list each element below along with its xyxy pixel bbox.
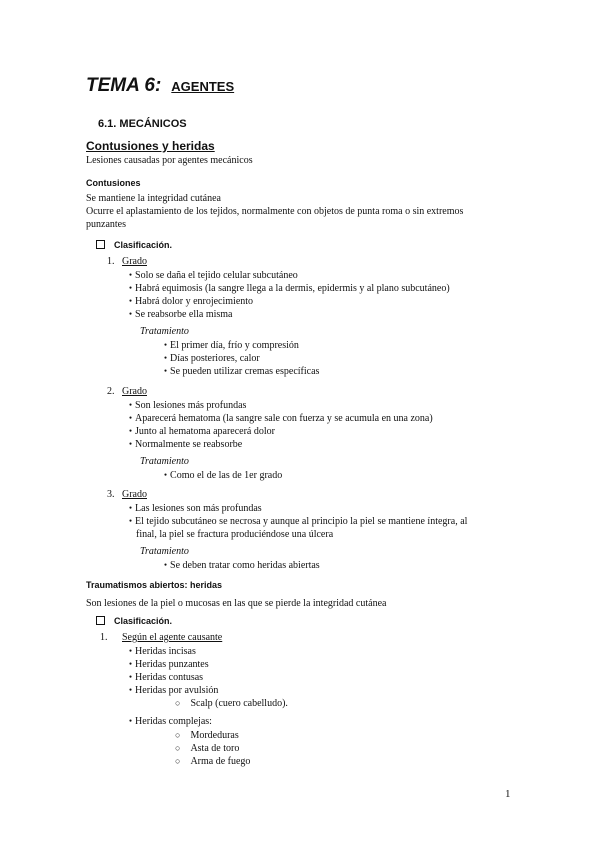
- list-item: ● Son lesiones más profundas: [129, 400, 246, 411]
- list-item: ● El tejido subcutáneo se necrosa y aunque al principio la piel se mantiene íntegra, al: [129, 516, 467, 527]
- grado-3-number: 3.: [107, 489, 115, 500]
- list-item: ● Días posteriores, calor: [164, 353, 260, 364]
- list-item: ● Heridas incisas: [129, 646, 196, 657]
- contusiones-line: Se mantiene la integridad cutánea: [86, 193, 221, 204]
- clasificacion-heading: Clasificación.: [96, 240, 172, 250]
- sub-list-item: ○ Asta de toro: [175, 743, 239, 754]
- page-title: [86, 75, 234, 97]
- section-heading: 6.1. MECÁNICOS: [98, 118, 187, 130]
- list-item: ● Heridas complejas:: [129, 716, 212, 727]
- contusiones-line: Ocurre el aplastamiento de los tejidos, normalmente con objetos de punta roma o sin extremos: [86, 206, 464, 217]
- list-item: ● Heridas por avulsión: [129, 685, 218, 696]
- contusiones-heridas-intro: Lesiones causadas por agentes mecánicos: [86, 155, 253, 166]
- list-item: ● Aparecerá hematoma (la sangre sale con fuerza y se acumula en una zona): [129, 413, 433, 424]
- grado-3-label: Grado: [122, 489, 147, 500]
- grado-1-number: 1.: [107, 256, 115, 267]
- grado-2-label: Grado: [122, 386, 147, 397]
- contusiones-line: punzantes: [86, 219, 126, 230]
- list-item: ● Solo se daña el tejido celular subcutáneo: [129, 270, 298, 281]
- list-item: ● Normalmente se reabsorbe: [129, 439, 242, 450]
- tratamiento-label: Tratamiento: [140, 456, 189, 467]
- list-item: ● Habrá dolor y enrojecimiento: [129, 296, 253, 307]
- checkbox-icon: [96, 240, 105, 249]
- grado-1-label: Grado: [122, 256, 147, 267]
- page-number: 1: [505, 788, 511, 800]
- list-item: ● Se pueden utilizar cremas específicas: [164, 366, 319, 377]
- list-item: ● Como el de las de 1er grado: [164, 470, 282, 481]
- list-item: ● Heridas contusas: [129, 672, 203, 683]
- checkbox-icon: [96, 616, 105, 625]
- list-item: ● Habrá equimosis (la sangre llega a la dermis, epidermis y al plano subcutáneo): [129, 283, 450, 294]
- list-item: ● Junto al hematoma aparecerá dolor: [129, 426, 275, 437]
- agente-label: Según el agente causante: [122, 632, 223, 643]
- grado-2-number: 2.: [107, 386, 115, 397]
- list-item: ● Heridas punzantes: [129, 659, 209, 670]
- clasificacion-heading: Clasificación.: [96, 616, 172, 626]
- contusiones-heridas-heading: Contusiones y heridas: [86, 139, 215, 153]
- title-sub: AGENTES: [171, 79, 235, 94]
- tratamiento-label: Tratamiento: [140, 546, 189, 557]
- list-item: ● Se reabsorbe ella misma: [129, 309, 233, 320]
- contusiones-heading: Contusiones: [86, 178, 141, 188]
- list-item-continuation: final, la piel se fractura produciéndose una úlcera: [136, 529, 334, 540]
- sub-list-item: ○ Mordeduras: [175, 730, 239, 741]
- list-item: ● El primer día, frío y compresión: [164, 340, 299, 351]
- traumatismos-heading: Traumatismos abiertos: heridas: [86, 580, 223, 590]
- list-item: ● Las lesiones son más profundas: [129, 503, 262, 514]
- sub-list-item: ○ Arma de fuego: [175, 756, 250, 767]
- traumatismos-intro: Son lesiones de la piel o mucosas en las que se pierde la integridad cutánea: [86, 598, 387, 609]
- sub-list-item: ○ Scalp (cuero cabelludo).: [175, 698, 288, 709]
- list-item: ● Se deben tratar como heridas abiertas: [164, 560, 320, 571]
- agente-number: 1.: [100, 632, 108, 643]
- tratamiento-label: Tratamiento: [140, 326, 189, 337]
- title-main: TEMA 6:: [86, 75, 162, 96]
